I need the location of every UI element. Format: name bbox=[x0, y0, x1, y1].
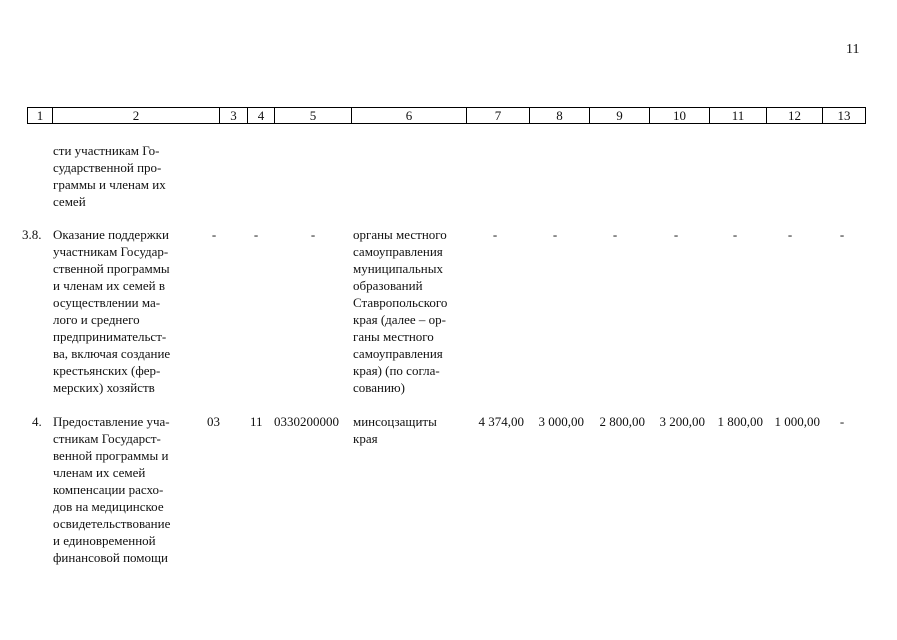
row-4-col10: 3 200,00 bbox=[659, 414, 705, 429]
row-4-col5: 0330200000 bbox=[274, 414, 339, 429]
row-4-col7: 4 374,00 bbox=[478, 414, 524, 429]
header-cell-1: 1 bbox=[36, 108, 44, 123]
row-3-8-number: 3.8. bbox=[22, 227, 42, 242]
row-3-8-col10: - bbox=[673, 227, 679, 242]
header-cell-12: 12 bbox=[788, 108, 801, 123]
row-3-8-col7: - bbox=[492, 227, 498, 242]
row-4-col8: 3 000,00 bbox=[538, 414, 584, 429]
header-cell-6: 6 bbox=[405, 108, 413, 123]
row-4-col12: 1 000,00 bbox=[774, 414, 820, 429]
table-header-row bbox=[27, 107, 866, 124]
row-3-8-description: Оказание поддержки участникам Государ- ственной программы и членам их семей в осуществлении ма- лого и среднего предпринимательст- ва, включая создание крестьянских (фер- мерских) хозяйств bbox=[53, 227, 171, 395]
row-4-col11: 1 800,00 bbox=[717, 414, 763, 429]
row-3-8-col8: - bbox=[552, 227, 558, 242]
header-cell-7: 7 bbox=[494, 108, 502, 123]
row-4-col3: 03 bbox=[207, 414, 220, 429]
header-cell-10: 10 bbox=[673, 108, 686, 123]
row-3-8-col11: - bbox=[732, 227, 738, 242]
header-cell-11: 11 bbox=[731, 108, 745, 123]
row-4-col4: 11 bbox=[250, 414, 263, 429]
page-number: 11 bbox=[846, 42, 860, 57]
continuation-row-col2: сти участникам Го- сударственной про- граммы и членам их семей bbox=[53, 143, 166, 209]
header-cell-9: 9 bbox=[616, 108, 623, 123]
row-4-col9: 2 800,00 bbox=[599, 414, 645, 429]
header-cell-8: 8 bbox=[556, 108, 563, 123]
row-4-description: Предоставление уча- стникам Государст- венной программы и членам их семей компенсации расхо- дов на медицинское освидетельствование и единовременной финансовой помощи bbox=[53, 414, 171, 565]
header-cell-13: 13 bbox=[837, 108, 851, 123]
row-4-number: 4. bbox=[32, 414, 42, 429]
row-3-8-col13: - bbox=[839, 227, 845, 242]
row-4-col13: - bbox=[839, 414, 845, 429]
row-3-8-col5: - bbox=[310, 227, 316, 242]
header-cell-3: 3 bbox=[230, 108, 237, 123]
header-cell-2: 2 bbox=[132, 108, 140, 123]
row-3-8-col9: - bbox=[612, 227, 618, 242]
row-3-8-col3: - bbox=[211, 227, 217, 242]
row-4-executor: минсоцзащиты края bbox=[353, 414, 437, 446]
row-3-8-col12: - bbox=[787, 227, 793, 242]
row-3-8-executor: органы местного самоуправления муниципальных образований Ставропольского края (далее – ор- ганы местного самоуправления края) (по согла- сованию) bbox=[353, 227, 448, 395]
row-3-8-col4: - bbox=[253, 227, 259, 242]
header-cell-5: 5 bbox=[309, 108, 317, 123]
header-cell-4: 4 bbox=[257, 108, 265, 123]
